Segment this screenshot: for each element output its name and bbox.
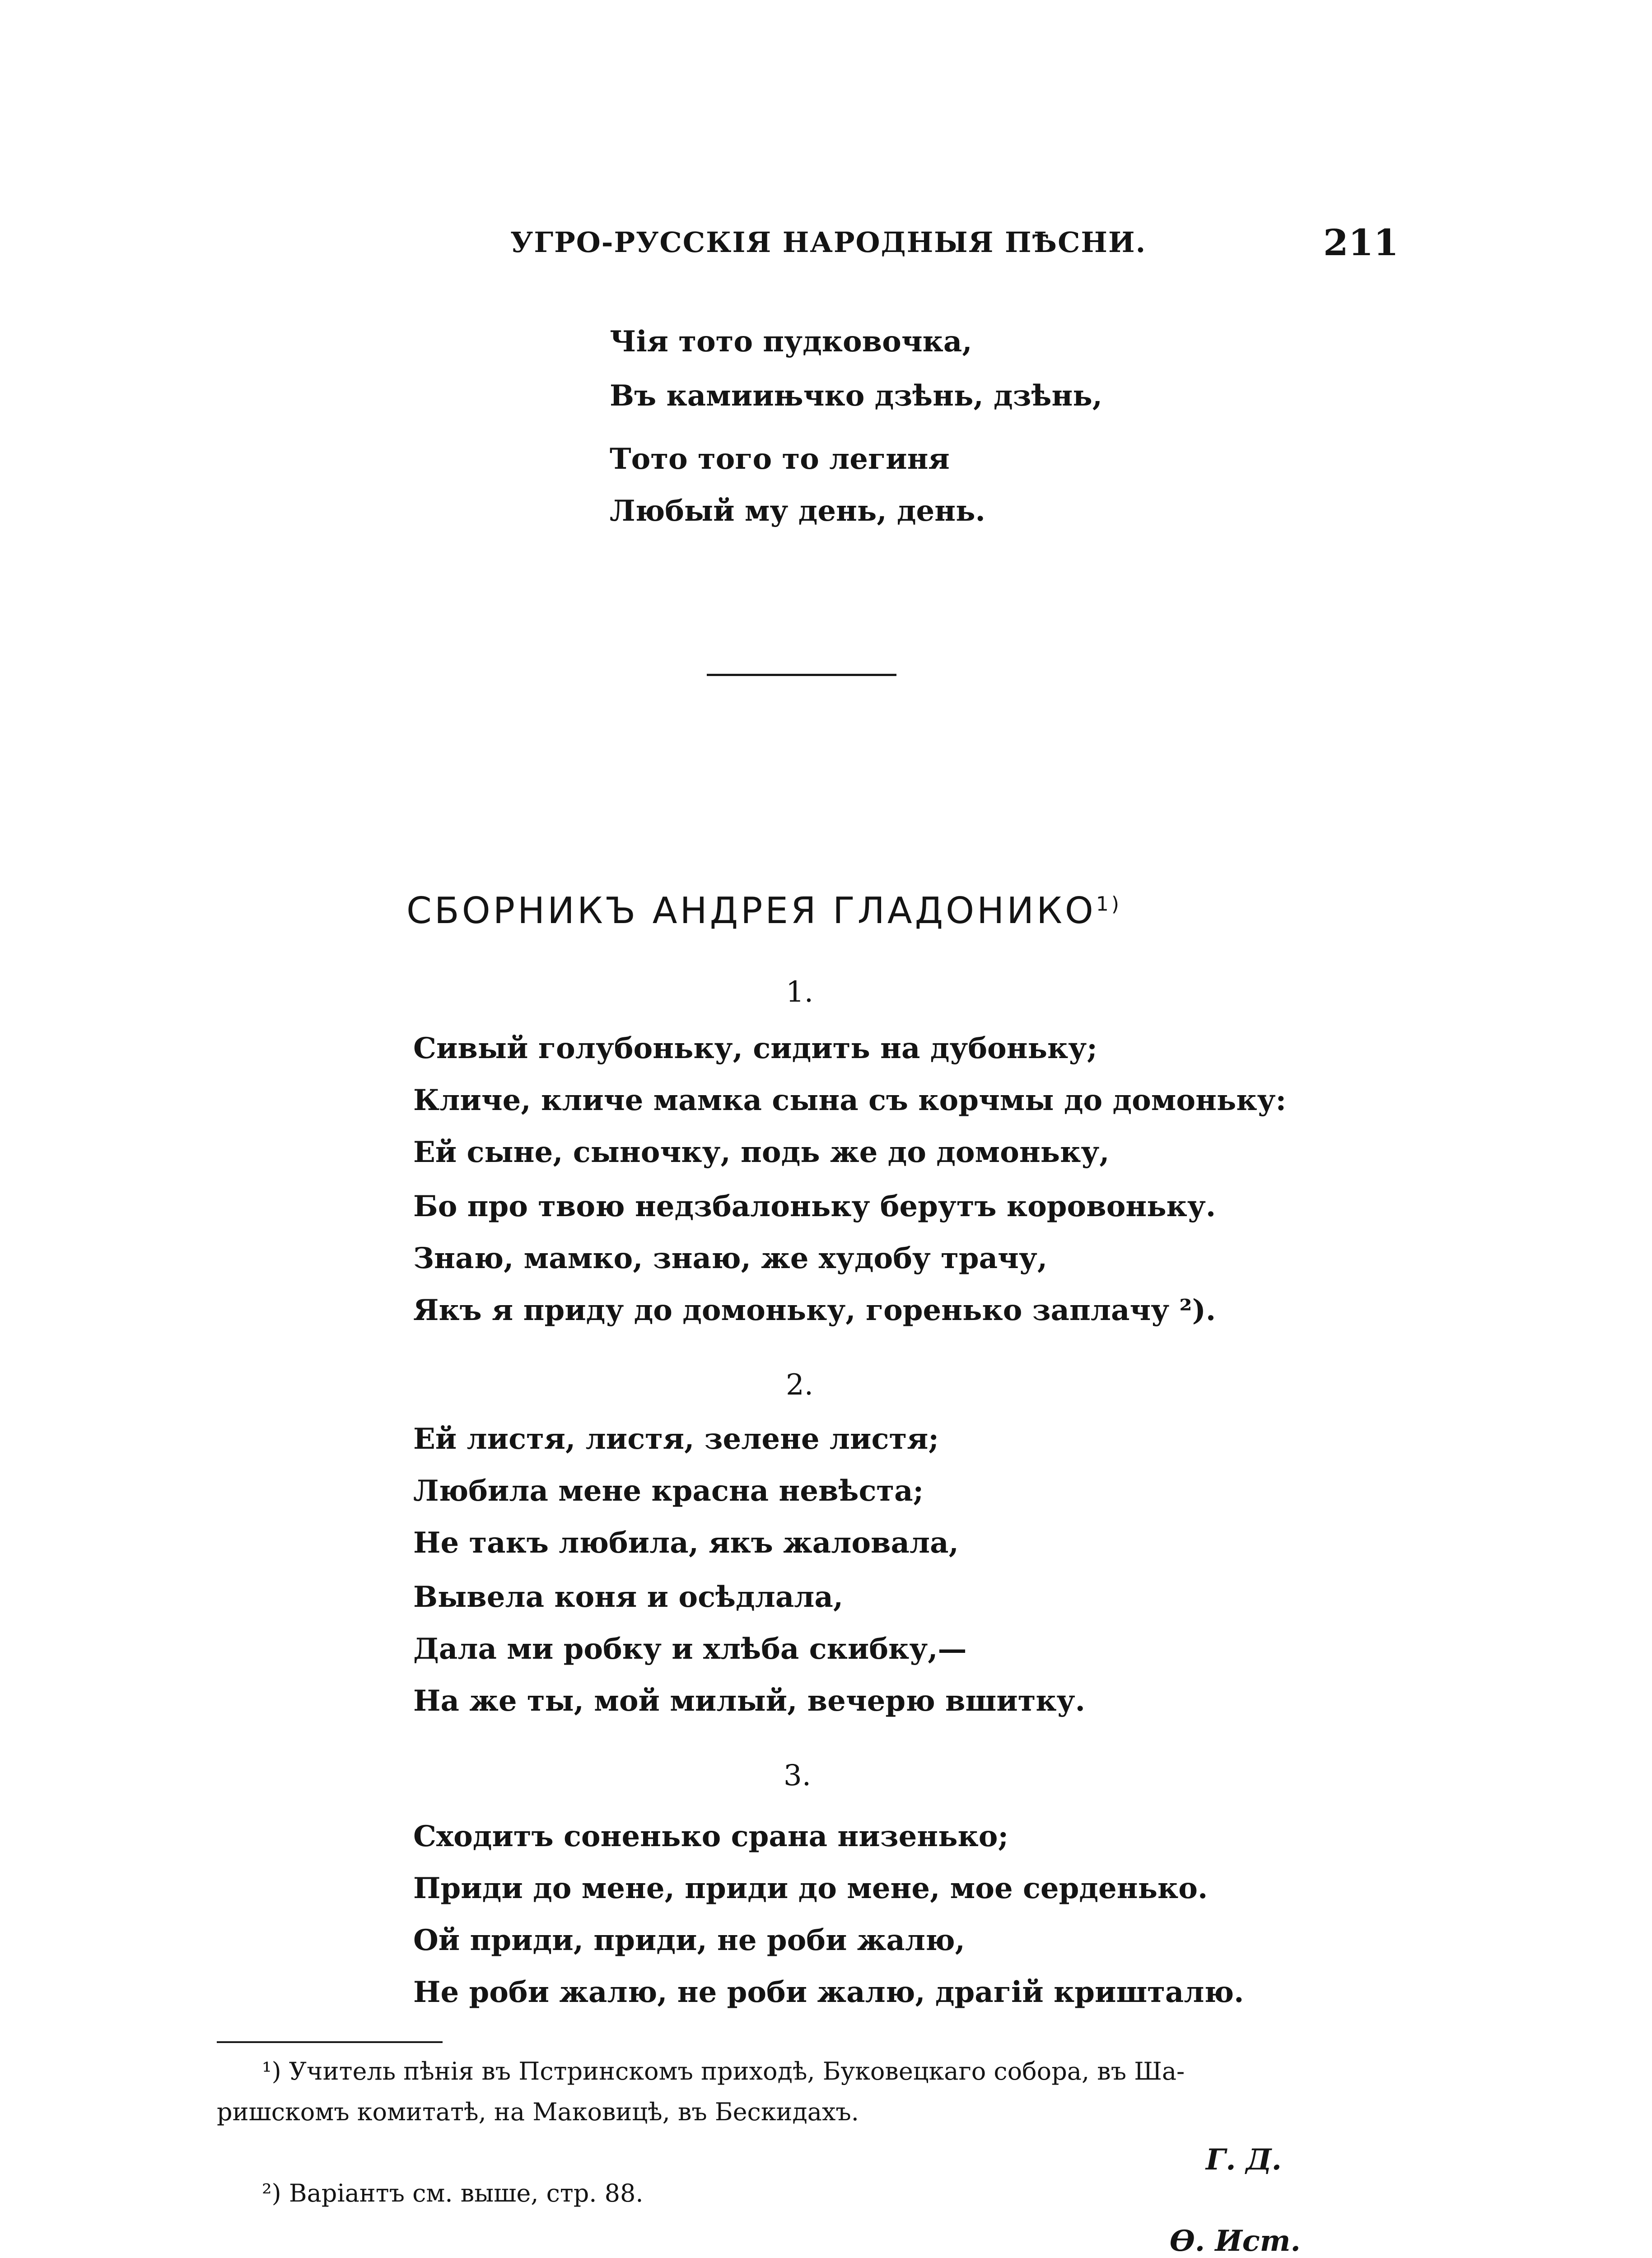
song-line: Ей сыне, сыночку, подь же до домоньку, [413,1135,1110,1169]
song-line: Не роби жалю, не роби жалю, драгій кришталю. [413,1975,1244,2009]
footnote-rule [217,2041,443,2043]
verse-line: Любый му день, день. [610,494,985,528]
section-title [406,890,1122,932]
song-line: Кличе, кличе мамка сына съ корчмы до домоньку: [413,1083,1287,1117]
footnote-1-line-2: ришскомъ комитатѣ, на Маковицѣ, въ Бескидахъ. [217,2098,859,2126]
song-number: 1. [786,975,814,1009]
song-line: Любила мене красна невѣста; [413,1474,924,1508]
running-head: УГРО-РУССКІЯ НАРОДНЫЯ ПѢСНИ. [510,226,1147,259]
verse-line: Тото того то легиня [610,442,950,476]
song-line: Вывела коня и осѣдлала, [413,1580,844,1614]
verse-line: Чія тото пудковочка, [610,325,972,359]
song-line: Бо про твою недзбалоньку берутъ коровоньку. [413,1190,1216,1223]
song-line: Знаю, мамко, знаю, же худобу трачу, [413,1241,1048,1275]
page-number: 211 [1323,221,1399,264]
song-line: Сходитъ соненько срана низенько; [413,1819,1009,1853]
section-title-text: СБОРНИКЪ АНДРЕЯ ГЛАДОНИКО [406,890,1096,932]
verse-line: Въ камиињчко дзѣнь, дзѣнь, [610,379,1103,413]
song-line: На же ты, мой милый, вечерю вшитку. [413,1684,1085,1718]
song-number: 2. [786,1368,814,1402]
song-line: Ой приди, приди, не роби жалю, [413,1923,965,1957]
song-line: Якъ я приду до домоньку, гоpенько заплачу ²). [413,1293,1216,1327]
signature: Ѳ. Ист. [1170,2224,1301,2258]
song-number: 3. [784,1759,812,1792]
footnote-1-line-1: ¹) Учитель пѣнія въ Пстринскомъ приходѣ, Буковецкаго собора, въ Ша- [262,2057,1185,2085]
footnote-2: ²) Варіантъ см. выше, стр. 88. [262,2179,644,2207]
song-line: Не такъ любила, якъ жаловала, [413,1526,959,1560]
song-line: Ей листя, листя, зелене листя; [413,1422,939,1456]
section-divider [707,674,896,676]
song-line: Сивый голубоньку, сидить на дубоньку; [413,1031,1097,1065]
footnote-marker: 1) [1096,892,1122,916]
song-line: Дала ми робку и хлѣба скибку,— [413,1632,967,1666]
signature: Г. Д. [1206,2143,1282,2177]
song-line: Приди до мене, приди до мене, мое серденько. [413,1871,1208,1905]
